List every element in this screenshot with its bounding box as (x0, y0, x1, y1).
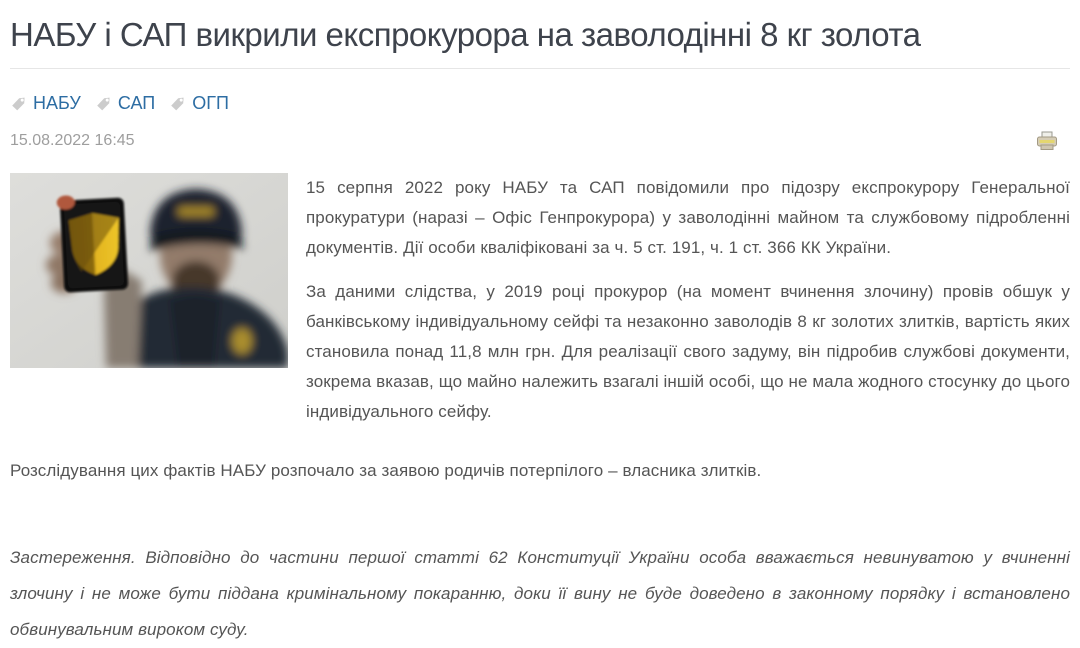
article-body (10, 173, 1070, 427)
tags-row (10, 93, 1070, 114)
tag-label[interactable]: ОГП (192, 93, 229, 114)
article-text-column (306, 173, 1070, 427)
tag-icon (169, 95, 186, 112)
tag-label[interactable]: САП (117, 93, 156, 114)
page-title: НАБУ і САП викрили експрокурора на заволодінні 8 кг золота (10, 16, 921, 53)
tag-label[interactable]: НАБУ (33, 93, 81, 114)
printer-icon (1036, 139, 1058, 154)
meta-row (10, 131, 1070, 151)
tag-icon (10, 95, 27, 112)
print-button[interactable] (1036, 131, 1058, 151)
tag-link-ogp[interactable] (169, 93, 229, 114)
disclaimer-paragraph: Застереження. Відповідно до частини першої статті 62 Конституції України особа вважається невинуватою у вчиненні злочину і не може бути піддана кримінальному покаранню, доки її вину не буде доведено в законному порядку і встановлено обвинувальним вироком суду. (10, 548, 1070, 640)
paragraph-3: Розслідування цих фактів НАБУ розпочало за заявою родичів потерпілого – власника злитків. (10, 461, 762, 481)
tag-link-nabu[interactable] (10, 93, 81, 114)
tag-icon (95, 95, 112, 112)
paragraph-1: 15 серпня 2022 року НАБУ та САП повідомили про підозру експрокурору Генеральної прокуратури (наразі – Офіс Генпрокурора) у заволодінні майном та службовому підробленні документів. Дії особи кваліфіковані за ч. 5 ст. 191, ч. 1 ст. 366 КК України. (306, 178, 1070, 258)
nabu-badge-photo-illustration (10, 173, 288, 368)
paragraph-2: За даними слідства, у 2019 році прокурор (на момент вчинення злочину) провів обшук у банківському індивідуальному сейфі та незаконно заволодів 8 кг золотих злитків, вартість яких становила понад 11,8 млн грн. Для реалізації свого задуму, він підробив службові документи, зокрема вказав, що майно належить взагалі іншій особі, що не мала жодного стосунку до цього індивідуального сейфу. (306, 282, 1071, 422)
tag-link-sap[interactable] (95, 93, 155, 114)
publish-date: 15.08.2022 16:45 (10, 132, 135, 150)
article-photo (10, 173, 288, 368)
title-divider (10, 68, 1070, 69)
